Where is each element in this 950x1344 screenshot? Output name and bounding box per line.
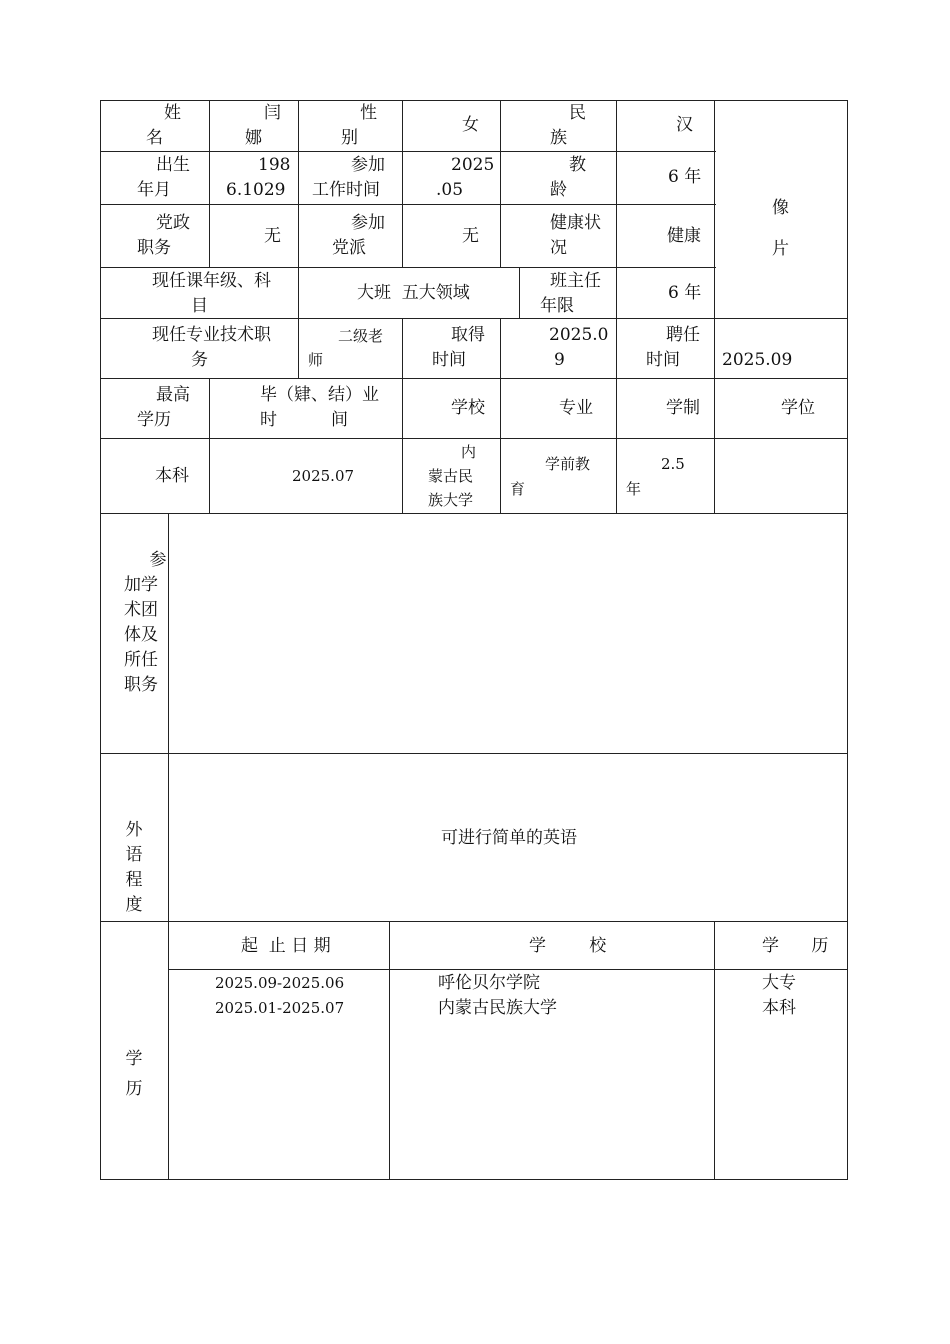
row-line [100, 513, 848, 514]
party-value: 无 [462, 226, 479, 246]
party-post-label: 党政 [156, 213, 190, 233]
party-post-value: 无 [264, 226, 281, 246]
col-line [500, 100, 501, 267]
ethnicity-label: 族 [550, 128, 567, 148]
name-label: 姓 [164, 103, 181, 123]
work-start-label: 工作时间 [312, 180, 380, 200]
history-label: 学历 [125, 1049, 143, 1099]
col-line [209, 151, 210, 267]
col-line [298, 100, 299, 267]
education-label: 最高 [156, 385, 190, 405]
col-line [714, 921, 715, 1180]
birth-label: 出生 [156, 155, 190, 175]
gender-value: 女 [462, 115, 479, 135]
education-label: 学历 [137, 410, 171, 430]
row-line [168, 969, 848, 970]
major-label: 专业 [559, 398, 593, 418]
col-line [714, 318, 715, 378]
school-value: 蒙古民 [428, 467, 474, 485]
foreign-label: 外语程度 [125, 820, 143, 915]
row-line [100, 204, 716, 205]
obtain-time-label: 时间 [432, 350, 466, 370]
photo-label: 像 [772, 198, 789, 218]
history-header-school: 学 校 [529, 936, 607, 956]
ethnicity-value: 汉 [676, 115, 693, 135]
grad-time-label: 时 间 [260, 410, 349, 430]
col-line [298, 267, 299, 378]
work-start-value: .05 [436, 180, 464, 200]
title-label: 务 [191, 350, 208, 370]
head-teacher-years-label: 年限 [540, 296, 574, 316]
obtain-time-value: 9 [554, 350, 565, 370]
teaching-years-label: 龄 [550, 180, 567, 200]
party-label: 参加 [351, 213, 385, 233]
hire-time-value: 2025.09 [722, 350, 793, 370]
row-line [100, 151, 716, 152]
course-label: 目 [191, 296, 208, 316]
row-line [100, 267, 716, 268]
name-label: 名 [146, 128, 163, 148]
photo-label: 片 [772, 239, 789, 259]
gender-label: 性 [360, 103, 377, 123]
school-label: 学校 [451, 398, 485, 418]
teaching-years-label: 教 [569, 155, 586, 175]
col-line [616, 100, 617, 318]
academic-label: 加学术团体及所任职务 [124, 575, 158, 695]
course-value: 大班 五大领域 [357, 283, 470, 303]
ethnicity-label: 民 [569, 103, 586, 123]
title-label: 现任专业技术职 [152, 325, 271, 345]
col-line [389, 921, 390, 1180]
birth-value: 6.1029 [226, 180, 286, 200]
birth-label: 年月 [137, 180, 171, 200]
history-row-period: 2025.09-2025.06 [215, 974, 345, 992]
birth-value: 198 [258, 155, 291, 175]
row-line [100, 378, 848, 379]
degree-label: 学位 [781, 398, 815, 418]
course-label: 现任课年级、科 [152, 271, 271, 291]
row-line [100, 438, 848, 439]
history-row-school: 内蒙古民族大学 [438, 998, 557, 1018]
col-line [500, 318, 501, 378]
history-row-school: 呼伦贝尔学院 [438, 973, 540, 993]
teaching-years-value: 6 年 [668, 167, 702, 187]
school-value: 内 [461, 443, 477, 461]
col-line [402, 100, 403, 267]
history-header-period: 起 止 日 期 [241, 936, 331, 956]
major-value: 学前教 [545, 455, 591, 473]
work-start-label: 参加 [351, 155, 385, 175]
health-value: 健康 [667, 226, 701, 246]
col-line [402, 378, 403, 513]
gender-label: 别 [341, 128, 358, 148]
history-header-degree: 学 历 [762, 936, 829, 956]
work-start-value: 2025 [451, 155, 495, 175]
col-line [616, 378, 617, 513]
col-line [209, 378, 210, 513]
history-row-period: 2025.01-2025.07 [215, 999, 345, 1017]
duration-value: 2.5 [661, 455, 685, 473]
row-line [100, 318, 848, 319]
party-post-label: 职务 [137, 238, 171, 258]
major-value: 育 [510, 480, 526, 498]
col-line [714, 378, 715, 513]
col-line [402, 318, 403, 378]
hire-time-label: 时间 [646, 350, 680, 370]
school-value: 族大学 [428, 491, 474, 509]
obtain-time-label: 取得 [451, 325, 485, 345]
row-line [100, 753, 848, 754]
party-label: 党派 [332, 238, 366, 258]
academic-label: 参 [149, 550, 167, 570]
row-line [100, 921, 848, 922]
head-teacher-years-value: 6 年 [668, 283, 702, 303]
col-line [500, 378, 501, 513]
foreign-value: 可进行简单的英语 [441, 828, 577, 848]
hire-time-label: 聘任 [666, 325, 700, 345]
name-value: 闫 [264, 103, 281, 123]
col-line [714, 100, 715, 318]
head-teacher-years-label: 班主任 [550, 271, 601, 291]
grad-time-value: 2025.07 [292, 467, 355, 485]
col-line [519, 267, 520, 318]
history-row-degree: 本科 [762, 998, 796, 1018]
name-value: 娜 [245, 128, 262, 148]
health-label: 况 [550, 238, 567, 258]
grad-time-label: 毕（肄、结）业 [260, 385, 379, 405]
title-value: 师 [308, 351, 324, 369]
history-row-degree: 大专 [762, 973, 796, 993]
title-value: 二级老 [338, 327, 384, 345]
col-line [616, 318, 617, 378]
col-line [168, 513, 169, 1180]
col-line [209, 100, 210, 151]
duration-label: 学制 [666, 398, 700, 418]
obtain-time-value: 2025.0 [549, 325, 609, 345]
education-value: 本科 [155, 466, 189, 486]
duration-value: 年 [626, 480, 642, 498]
health-label: 健康状 [550, 213, 601, 233]
